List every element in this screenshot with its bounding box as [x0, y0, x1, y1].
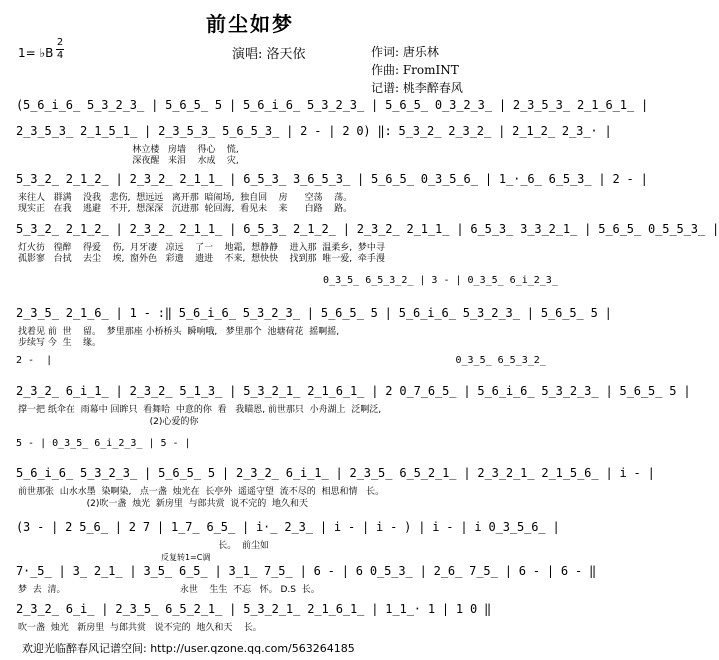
upper-voice-line-4: 0̲3̲5̲ 6̲5̲3̲2̲ | 3 - | 0̲3̲5̲ 6̲i̲2̲3̲	[16, 275, 558, 286]
score-line-7: 5̲6̲i̲6̲ 5̲3̲2̲3̲ | 5̲6̲5̲ 5 | 2̲3̲2̲ 6̲i̲1̲ | 2̲3̲5̲ 6̲5̲2̲1̲ | 2̲3̲2̲1̲ 2̲1̲5̲6̲ | i - |	[16, 466, 655, 480]
lyrics-line-5b: 步续写 今 生 缘。	[18, 338, 102, 348]
lyrics-line-10: 吹一盏 烛光 新房里 与郎共赏 说不完的 地久和天 长。	[18, 623, 262, 633]
lyricist-credit: 作词: 唐乐林	[371, 45, 439, 59]
score-line-3: 5̲3̲2̲ 2̲1̲2̲ | 2̲3̲2̲ 2̲1̲1̲ | 6̲5̲3̲ 3̲6̲5̲3̲ | 5̲6̲5̲ 0̲3̲5̲6̲ | 1̲·̲6̲ 6̲5̲3̲ | 2 - |	[16, 172, 648, 186]
credits	[371, 43, 463, 97]
footer-text: 欢迎光临醉春风记谱空间: http://user.qzone.qq.com/563264185	[22, 642, 355, 655]
lyrics-line-5a: 找着见 前 世 留。 梦里那座 小桥桥头 瞬响哦, 梦里那个 池塘荷花 摇啊摇,	[18, 327, 340, 337]
lyrics-line-6b: (2)心爱的你	[18, 417, 199, 427]
lyrics-line-6a: 撑一把 纸伞在 雨幕中 回眸只 看舞哈 中意的你 看 我瞄恩, 前世那只 小舟湖上 泛啊泛,	[18, 405, 382, 415]
score-line-10: 2̲3̲2̲ 6̲i̲ | 2̲3̲5̲ 6̲5̲2̲1̲ | 5̲3̲2̲1̲ 2̲1̲6̲1̲ | 1̲1̲· 1 | 1 0 ‖	[16, 602, 492, 616]
time-signature	[56, 38, 64, 61]
lyrics-line-8: 长。 前尘如	[18, 541, 269, 551]
transcriber-credit: 记谱: 桃李醉春风	[371, 81, 463, 95]
score-line-4: 5̲3̲2̲ 2̲1̲2̲ | 2̲3̲2̲ 2̲1̲1̲ | 6̲5̲3̲ 2̲1̲2̲ | 2̲3̲2̲ 2̲1̲1̲ | 6̲5̲3̲ 3̲3̲2̲1̲ | 5̲6̲5̲ 0̲5̲5̲3̲ |	[16, 222, 719, 236]
lyrics-line-3b: 现实正 在我 逃避 不开, 想深深 沉进那 轮回海, 看见未 来 白路 路。	[18, 204, 353, 214]
lyrics-line-9: 梦 去 清。 永世 生生 不忘 怀。 D.S 长。	[18, 585, 320, 595]
lyrics-line-4a: 灯火彷 徨醉 得爱 伤, 月牙凄 凉远 了一 地霜, 想静静 进入那 温柔乡, 梦中寻	[18, 243, 385, 253]
lyrics-line-2b: 深夜醒 来泪 水成 灾,	[18, 156, 239, 166]
singer-credit: 演唱: 洛天依	[232, 47, 306, 62]
key-signature: 1= ♭B	[18, 46, 54, 60]
score-line-8: (3 - | 2 5̲6̲ | 2 7 | 1̲7̲ 6̲5̲ | i·̲ 2̲3̲ | i - | i - ) | i - | i 0̲3̲5̲6̲ |	[16, 520, 560, 534]
lyrics-line-4b: 孤影寥 台拭 去尘 埃, 窗外色 彩遗 遗进 不来, 想快快 找到那 唯一爱, 牵手漫	[18, 254, 385, 264]
upper-voice-line-7: 5 - | 0̲3̲5̲ 6̲i̲2̲3̲ | 5 - |	[16, 438, 191, 449]
modulation-note: 反复转1=C调	[16, 553, 211, 562]
lyrics-line-2a: 林立楼 房墙 得心 慌,	[18, 145, 239, 155]
composer-credit: 作曲: FromINT	[371, 63, 459, 77]
page-title: 前尘如梦	[206, 12, 294, 36]
meter-bottom: 4	[56, 50, 64, 61]
meter-top: 2	[56, 37, 64, 48]
upper-voice-line-6: 2 - | 0̲3̲5̲ 6̲5̲3̲2̲	[16, 355, 546, 366]
score-line-2: 2̲3̲5̲3̲ 2̲1̲5̲1̲ | 2̲3̲5̲3̲ 5̲6̲5̲3̲ | 2 - | 2 0) ‖: 5̲3̲2̲ 2̲3̲2̲ | 2̲1̲2̲ 2̲3̲· |	[16, 124, 612, 138]
lyrics-line-3a: 来往人 群满 没我 悲伤, 想远远 离开那 暗闹场, 独自回 房 空荡 荡。	[18, 193, 353, 203]
score-line-6: 2̲3̲2̲ 6̲i̲1̲ | 2̲3̲2̲ 5̲1̲3̲ | 5̲3̲2̲1̲ 2̲1̲6̲1̲ | 2 0̲7̲6̲5̲ | 5̲6̲i̲6̲ 5̲3̲2̲3̲ | 5̲6̲5̲ 5 |	[16, 384, 691, 398]
score-line-9: 7·̲5̲ | 3̲ 2̲1̲ | 3̲5̲ 6̲5̲ | 3̲1̲ 7̲5̲ | 6 - | 6 0̲5̲3̲ | 2̲6̲ 7̲5̲ | 6 - | 6 - ‖	[16, 564, 597, 578]
score-line-1: (5̲6̲i̲6̲ 5̲3̲2̲3̲ | 5̲6̲5̲ 5 | 5̲6̲i̲6̲ 5̲3̲2̲3̲ | 5̲6̲5̲ 0̲3̲2̲3̲ | 2̲3̲5̲3̲ 2̲1̲6̲1̲ |	[16, 98, 648, 112]
lyrics-line-7a: 前世那张 山水水墨 染啊染, 点一盏 烛光在 长亭外 遥遥守望 流不尽的 相思和情 长。	[18, 487, 385, 497]
lyrics-line-7b: (2)吹一盏 烛光 新房里 与郎共赏 说不完的 地久和天	[18, 499, 309, 509]
score-line-5: 2̲3̲5̲ 2̲1̲6̲ | 1 - :‖ 5̲6̲i̲6̲ 5̲3̲2̲3̲ | 5̲6̲5̲ 5 | 5̲6̲i̲6̲ 5̲3̲2̲3̲ | 5̲6̲5̲ 5 |	[16, 306, 612, 320]
